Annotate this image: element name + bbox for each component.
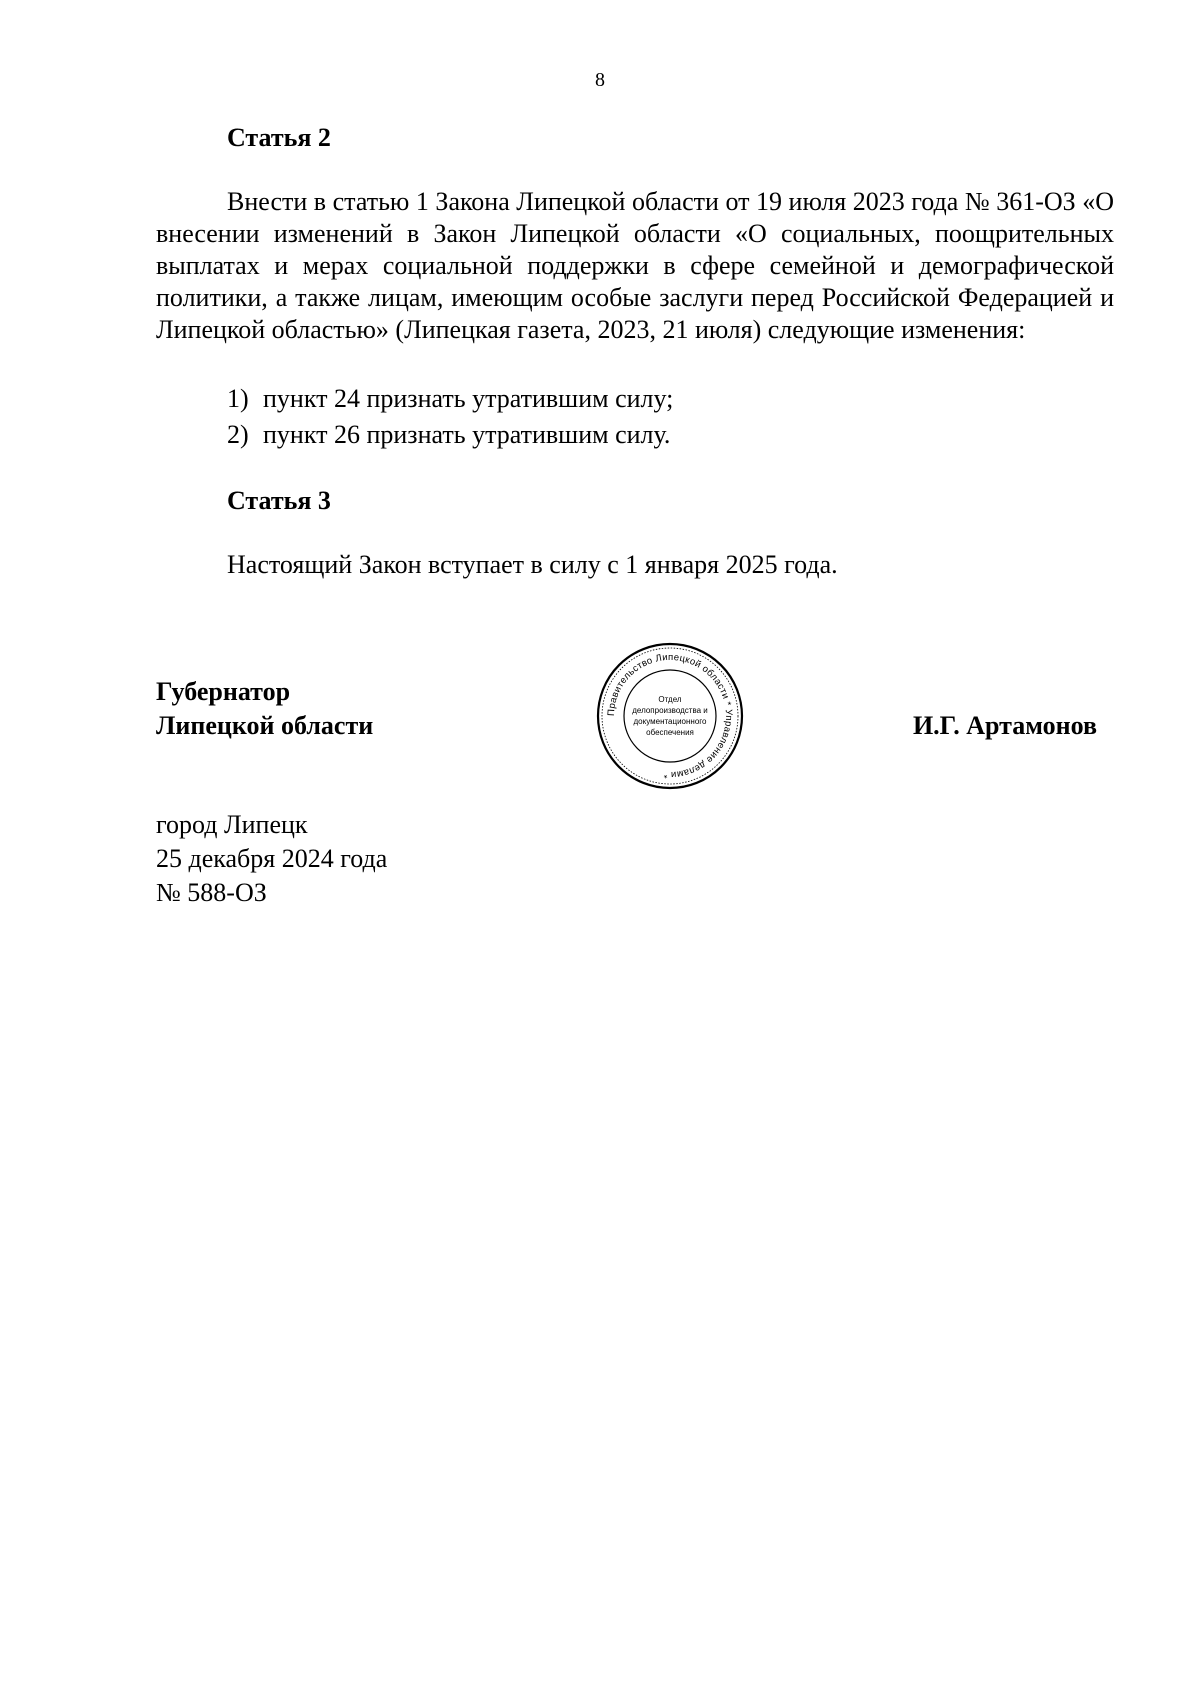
signature-title xyxy=(156,675,373,743)
seal-inner-line-4: обеспечения xyxy=(646,728,694,737)
seal-outer-text: Правительство Липецкой области * Управление делами * xyxy=(605,651,735,781)
document-footer xyxy=(156,808,387,910)
signature-title-line-2: Липецкой области xyxy=(156,711,374,740)
signature-name: И.Г. Артамонов xyxy=(912,711,1097,740)
article-3-text: Настоящий Закон вступает в силу с 1 января 2025 года. xyxy=(227,550,838,579)
item-number: 1) xyxy=(227,384,249,413)
item-number: 2) xyxy=(227,420,249,449)
footer-city: город Липецк xyxy=(156,810,308,839)
page-number: 8 xyxy=(595,69,605,91)
official-seal xyxy=(596,642,744,790)
svg-text:Правительство Липецкой области xyxy=(606,652,734,780)
seal-inner-line-1: Отдел xyxy=(658,695,682,704)
article-3-heading: Статья 3 xyxy=(227,486,331,515)
item-text: пункт 26 признать утратившим силу. xyxy=(263,420,671,449)
article-2-item-1 xyxy=(227,383,673,415)
footer-date: 25 декабря 2024 года xyxy=(156,844,388,873)
article-2-paragraph: Внести в статью 1 Закона Липецкой области от 19 июля 2023 года № 361-ОЗ «О внесении изменений в Закон Липецкой области «О социальных, поощрительных выплатах и мерах социальной поддержки в сфере семейной и демографической политики, а также лицам, имеющим особые заслуги перед Российской Федерацией и Липецкой областью» (Липецкая газета, 2023, 21 июля) следующие изменения: xyxy=(156,187,1114,344)
signature-title-line-1: Губернатор xyxy=(156,677,291,706)
seal-inner-line-2: делопроизводства и xyxy=(632,706,708,715)
article-2-item-2 xyxy=(227,419,670,451)
seal-inner-line-3: документационного xyxy=(633,717,707,726)
footer-number: № 588-ОЗ xyxy=(156,878,267,907)
item-text: пункт 24 признать утратившим силу; xyxy=(263,384,674,413)
article-2-heading: Статья 2 xyxy=(227,123,331,152)
